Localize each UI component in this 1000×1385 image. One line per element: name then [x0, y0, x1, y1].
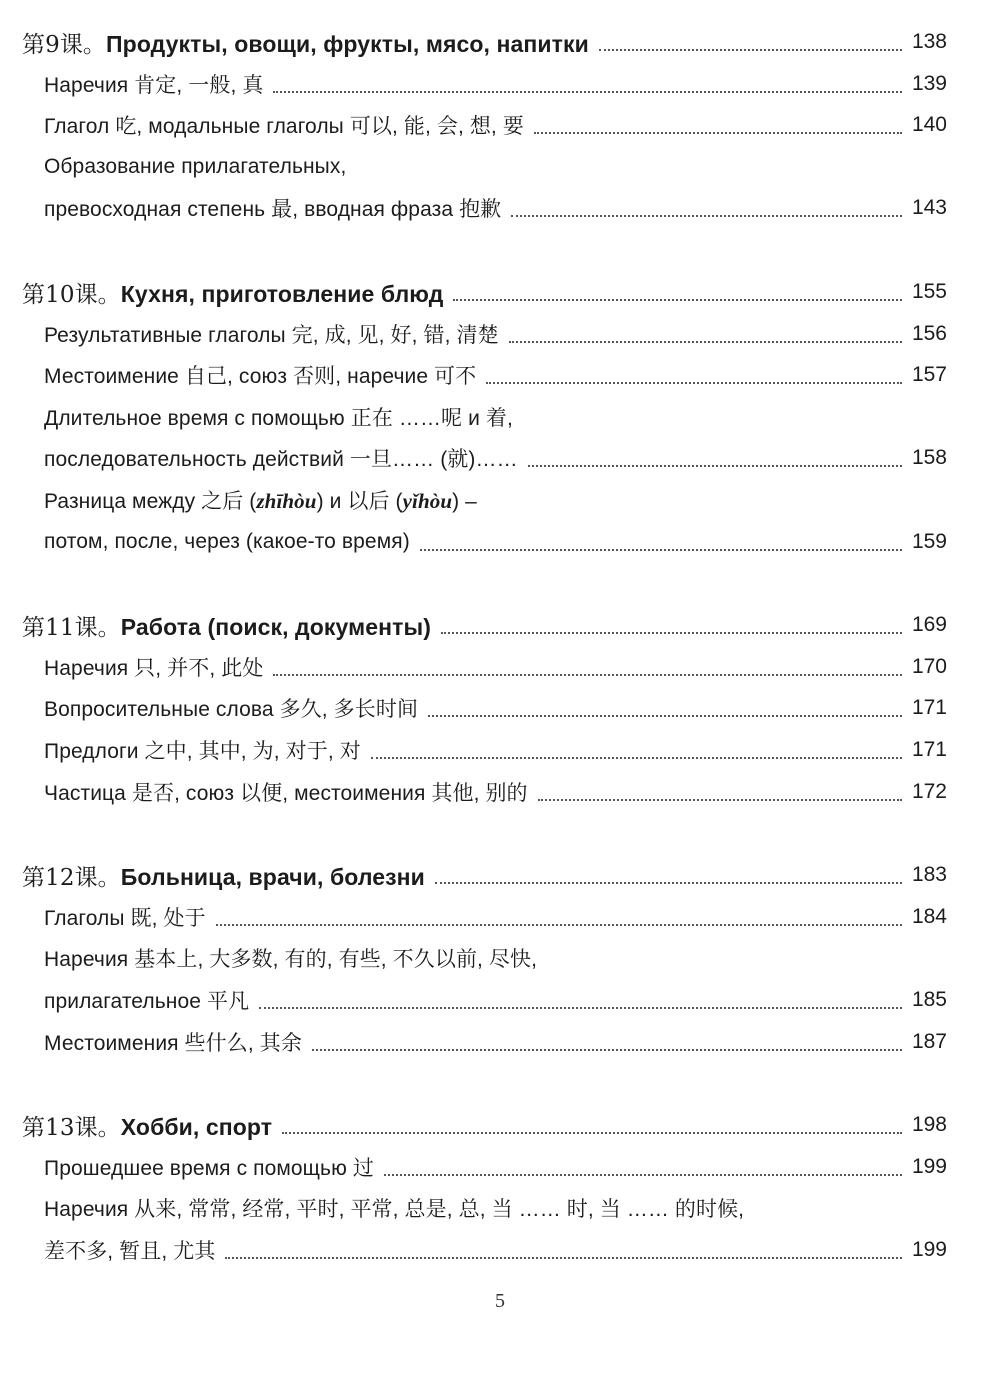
lesson-title — [22, 276, 443, 309]
entry-text: Глагол 吃, модальные глаголы 可以, 能, 会, 想, 要 — [44, 115, 524, 139]
dot-leader — [216, 924, 902, 926]
page-ref: 183 — [911, 863, 947, 887]
page-ref: 172 — [911, 779, 947, 803]
page-ref: 139 — [911, 71, 947, 95]
toc-entry — [0, 1188, 1000, 1228]
page-ref: 198 — [911, 1113, 947, 1137]
entry-text: Глаголы 既, 处于 — [44, 906, 206, 930]
entry-text: Частица 是否, союз 以便, местоимения 其他, 别的 — [44, 781, 528, 805]
page-ref: 155 — [911, 280, 947, 303]
toc-entry — [0, 980, 1000, 1020]
toc-entry — [0, 1147, 1000, 1187]
dot-leader — [273, 674, 902, 676]
dot-leader — [312, 1049, 902, 1051]
lesson-name: Работа (поиск, документы) — [120, 613, 431, 640]
dot-leader — [534, 132, 902, 134]
entry-text: Предлоги 之中, 其中, 为, 对于, 对 — [44, 740, 361, 763]
entry-text: Прошедшее время с помощью 过 — [44, 1156, 374, 1180]
toc-entry — [0, 480, 1000, 520]
toc-entry — [0, 1230, 1000, 1270]
entry-text: Результативные глаголы 完, 成, 见, 好, 错, 清楚 — [44, 323, 499, 347]
toc-entry — [0, 314, 1000, 354]
entry-text: Наречия 基本上, 大多数, 有的, 有些, 不久以前, 尽快, — [44, 948, 538, 972]
toc-entry — [0, 688, 1000, 728]
toc-entry — [0, 355, 1000, 395]
page-ref: 138 — [911, 30, 947, 53]
dot-leader — [538, 799, 902, 801]
lesson-number: 第12课。 — [22, 864, 121, 891]
lesson-name: Кухня, приготовление блюд — [120, 280, 444, 307]
dot-leader — [420, 549, 902, 551]
lesson-heading — [0, 1105, 1000, 1145]
page-ref: 199 — [911, 1154, 947, 1178]
toc-entry — [0, 105, 1000, 145]
lesson-name: Продукты, овощи, фрукты, мясо, напитки — [106, 30, 589, 57]
toc-entry — [0, 522, 1000, 562]
toc-entry — [0, 438, 1000, 478]
entry-text: Разница между 之后 (zhīhòu) и 以后 (yǐhòu) – — [44, 489, 477, 513]
toc-entry — [0, 730, 1000, 770]
lesson-name: Больница, врачи, болезни — [120, 863, 425, 890]
lesson-title — [22, 859, 425, 892]
dot-leader — [273, 91, 902, 93]
entry-text: Местоимения 些什么, 其余 — [44, 1031, 302, 1055]
page-ref: 169 — [911, 613, 947, 637]
dot-leader — [453, 299, 902, 301]
page-number: 5 — [495, 1290, 505, 1312]
lesson-number: 第10课。 — [22, 281, 121, 308]
dot-leader — [428, 715, 902, 717]
toc-entry — [0, 897, 1000, 937]
page-ref: 171 — [911, 738, 947, 761]
toc-entry — [0, 938, 1000, 978]
dot-leader — [599, 49, 902, 51]
dot-leader — [441, 632, 902, 634]
dot-leader — [511, 215, 902, 217]
entry-text: последовательность действий 一旦…… (就)…… — [44, 448, 518, 472]
page-ref: 159 — [911, 529, 947, 553]
toc-entry — [0, 64, 1000, 104]
entry-text: потом, после, через (какое-то время) — [44, 529, 410, 553]
page-ref: 157 — [911, 363, 947, 387]
page-ref: 185 — [911, 988, 947, 1011]
dot-leader — [259, 1007, 902, 1009]
dot-leader — [225, 1257, 902, 1259]
lesson-number: 第9课。 — [22, 31, 107, 58]
entry-text: Вопросительные слова 多久, 多长时间 — [44, 698, 419, 722]
entry-text: превосходная степень 最, вводная фраза 抱歉 — [44, 198, 502, 222]
lesson-title — [22, 609, 431, 642]
toc-entry — [0, 397, 1000, 437]
lesson-heading — [0, 855, 1000, 895]
lesson-number: 第11课。 — [22, 614, 121, 641]
dot-leader — [486, 382, 902, 384]
page-ref: 156 — [911, 321, 947, 345]
entry-text: Наречия 只, 并不, 此处 — [44, 656, 264, 680]
lesson-heading — [0, 272, 1000, 312]
lesson-number: 第13课。 — [22, 1114, 121, 1141]
entry-text: Наречия 从来, 常常, 经常, 平时, 平常, 总是, 总, 当 …… 时, 当 …… 的时候, — [44, 1198, 745, 1222]
toc-entry — [0, 1022, 1000, 1062]
toc-entry — [0, 147, 1000, 187]
page-ref: 171 — [911, 696, 947, 720]
dot-leader — [528, 465, 902, 467]
lesson-heading — [0, 22, 1000, 62]
dot-leader — [435, 882, 902, 884]
lesson-title — [22, 26, 589, 59]
page-ref: 158 — [911, 446, 947, 470]
toc-entry — [0, 188, 1000, 228]
entry-text: Местоимение 自己, союз 否则, наречие 可不 — [44, 365, 477, 389]
dot-leader — [282, 1132, 902, 1134]
page-ref: 184 — [911, 904, 947, 928]
entry-text: прилагательное 平凡 — [44, 990, 250, 1013]
entry-text: Образование прилагательных, — [44, 154, 347, 178]
toc-entry — [0, 647, 1000, 687]
dot-leader — [509, 341, 902, 343]
entry-text: Длительное время с помощью 正在 ……呢 и 着, — [44, 406, 513, 430]
page-ref: 187 — [911, 1029, 947, 1053]
lesson-name: Хобби, спорт — [120, 1113, 273, 1140]
page-ref: 140 — [911, 113, 947, 137]
entry-text: 差不多, 暂且, 尤其 — [44, 1240, 216, 1263]
toc-entry — [0, 772, 1000, 812]
page-ref: 170 — [911, 654, 947, 678]
page-ref: 143 — [911, 196, 947, 220]
dot-leader — [371, 757, 902, 759]
lesson-title — [22, 1109, 272, 1142]
page-ref: 199 — [911, 1238, 947, 1261]
dot-leader — [384, 1174, 902, 1176]
lesson-heading — [0, 605, 1000, 645]
entry-text: Наречия 肯定, 一般, 真 — [44, 73, 264, 97]
